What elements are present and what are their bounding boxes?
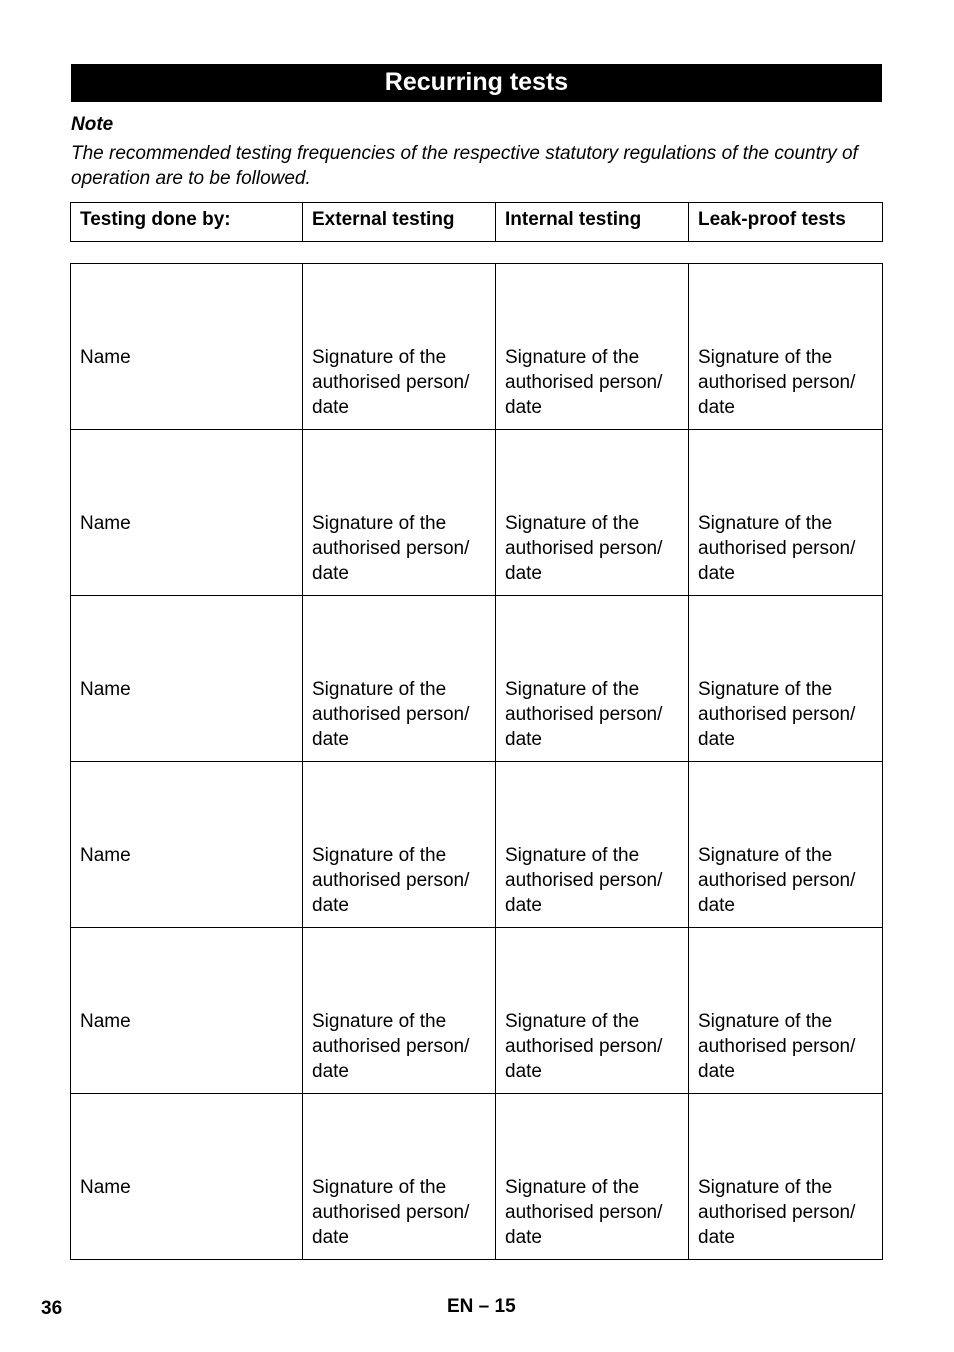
external-signature-cell: Signature of the authorised person/ date [303, 928, 496, 1094]
external-signature-cell: Signature of the authorised person/ date [303, 430, 496, 596]
table-row [71, 430, 883, 596]
note-heading: Note [71, 114, 114, 135]
table-row [71, 762, 883, 928]
leak-proof-signature-cell: Signature of the authorised person/ date [689, 430, 883, 596]
name-cell: Name [71, 928, 303, 1094]
header-external-testing: External testing [303, 203, 496, 242]
internal-signature-cell: Signature of the authorised person/ date [496, 264, 689, 430]
internal-signature-cell: Signature of the authorised person/ date [496, 762, 689, 928]
leak-proof-signature-cell: Signature of the authorised person/ date [689, 264, 883, 430]
header-internal-testing: Internal testing [496, 203, 689, 242]
internal-signature-cell: Signature of the authorised person/ date [496, 430, 689, 596]
external-signature-cell: Signature of the authorised person/ date [303, 264, 496, 430]
table-row [71, 264, 883, 430]
leak-proof-signature-cell: Signature of the authorised person/ date [689, 596, 883, 762]
table-row [71, 928, 883, 1094]
internal-signature-cell: Signature of the authorised person/ date [496, 596, 689, 762]
header-row [71, 203, 883, 242]
testing-record-table [70, 263, 883, 1260]
header-testing-done-by: Testing done by: [71, 203, 303, 242]
name-cell: Name [71, 264, 303, 430]
external-signature-cell: Signature of the authorised person/ date [303, 1094, 496, 1260]
external-signature-cell: Signature of the authorised person/ date [303, 762, 496, 928]
section-title: Recurring tests [71, 64, 882, 102]
name-cell: Name [71, 762, 303, 928]
table-row [71, 596, 883, 762]
note-text: The recommended testing frequencies of the respective statutory regulations of the country of operation are to be followed. [71, 143, 858, 189]
testing-header-table [70, 202, 883, 242]
header-leak-proof-tests: Leak-proof tests [689, 203, 883, 242]
internal-signature-cell: Signature of the authorised person/ date [496, 928, 689, 1094]
name-cell: Name [71, 596, 303, 762]
table-row [71, 1094, 883, 1260]
internal-signature-cell: Signature of the authorised person/ date [496, 1094, 689, 1260]
leak-proof-signature-cell: Signature of the authorised person/ date [689, 928, 883, 1094]
external-signature-cell: Signature of the authorised person/ date [303, 596, 496, 762]
language-page-label: EN – 15 [447, 1296, 516, 1317]
name-cell: Name [71, 430, 303, 596]
page-number: 36 [41, 1298, 63, 1319]
leak-proof-signature-cell: Signature of the authorised person/ date [689, 1094, 883, 1260]
leak-proof-signature-cell: Signature of the authorised person/ date [689, 762, 883, 928]
name-cell: Name [71, 1094, 303, 1260]
